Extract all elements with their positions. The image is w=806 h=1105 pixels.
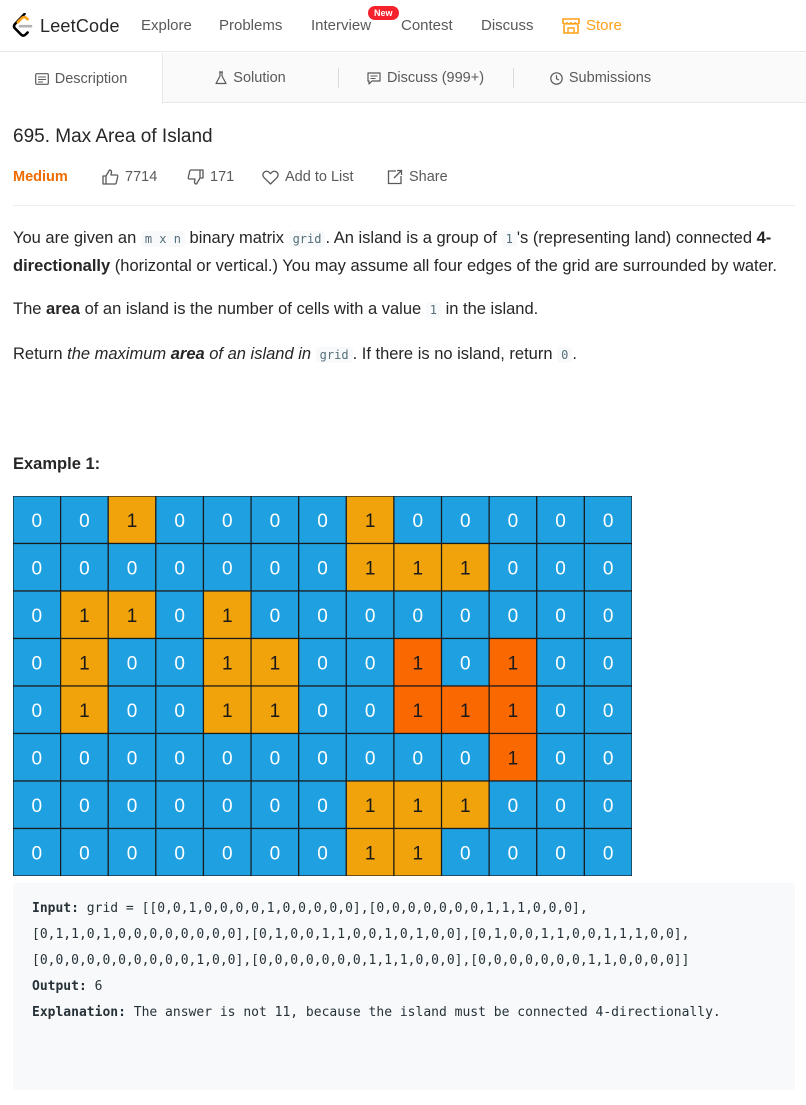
grid-cell-value: 0 [269, 510, 281, 532]
grid-cell-value: 0 [555, 700, 566, 722]
grid-cell-value: 0 [602, 558, 614, 580]
thumbs-down-icon [187, 169, 204, 185]
grid-cell-value: 0 [317, 510, 328, 532]
thumbs-up-icon [102, 169, 119, 185]
grid-cell-value: 0 [31, 510, 43, 532]
clock-icon [550, 72, 563, 85]
store-label: Store [586, 17, 622, 34]
grid-cell-value: 0 [364, 653, 376, 675]
grid-cell-value: 0 [79, 748, 90, 770]
grid-cell-value: 1 [79, 653, 90, 675]
grid-cell-value: 0 [317, 843, 328, 865]
tab-solution-label: Solution [233, 70, 286, 86]
grid-cell-value: 1 [412, 700, 424, 722]
grid-cell-value: 0 [602, 700, 614, 722]
dislike-button[interactable] [187, 167, 234, 187]
grid-cell-value: 0 [221, 558, 233, 580]
grid-cell-value: 0 [460, 748, 471, 770]
inline-code: grid [316, 347, 353, 363]
grid-cell-value: 0 [79, 558, 90, 580]
grid-cell-value: 0 [126, 843, 138, 865]
grid-cell-value: 0 [602, 843, 614, 865]
leetcode-logo-icon [12, 13, 34, 39]
nav-discuss[interactable]: Discuss [481, 17, 534, 34]
bold-text: area [170, 344, 205, 363]
grid-cell-value: 0 [174, 653, 185, 675]
like-count: 7714 [125, 169, 158, 185]
grid-cell-value: 0 [174, 605, 185, 627]
grid-cell-value: 0 [364, 700, 376, 722]
grid-cell-value: 1 [364, 558, 376, 580]
description-paragraph: You are given an m x n binary matrix grid . An island is a group of 1 's (representing land) connected 4-directionally (horizontal or vertical.) You may assume all four edges of the grid are surrounded by water. [13, 229, 777, 275]
grid-cell-value: 0 [79, 795, 90, 817]
grid-cell-value: 1 [460, 795, 471, 817]
grid-cell-value: 1 [221, 700, 233, 722]
grid-cell-value: 0 [555, 795, 566, 817]
nav-contest[interactable]: Contest [401, 17, 453, 34]
grid-cell-value: 0 [31, 653, 43, 675]
bold-text: 4-directionally [13, 229, 772, 275]
grid-cell-value: 0 [31, 605, 43, 627]
grid-cell-value: 0 [602, 795, 614, 817]
grid-cell-value: 0 [555, 748, 566, 770]
grid-cell-value: 0 [174, 795, 185, 817]
grid-cell-value: 1 [364, 510, 376, 532]
tab-description[interactable] [0, 53, 163, 104]
grid-cell-value: 0 [412, 605, 424, 627]
grid-cell-value: 1 [221, 605, 233, 627]
grid-cell-value: 0 [31, 843, 43, 865]
grid-cell-value: 0 [602, 748, 614, 770]
top-nav [0, 0, 806, 52]
tab-submissions[interactable] [513, 53, 688, 103]
grid-cell-value: 0 [555, 653, 566, 675]
tab-discuss[interactable] [338, 53, 513, 103]
solution-icon [215, 71, 227, 85]
inline-code: 1 [502, 231, 517, 247]
grid-cell-value: 0 [555, 843, 566, 865]
island-grid [13, 496, 632, 876]
explanation-label: Explanation: [32, 1005, 126, 1020]
grid-cell-value: 0 [126, 558, 138, 580]
grid-cell-value: 0 [460, 510, 471, 532]
share-label: Share [409, 169, 448, 185]
grid-cell-value: 1 [126, 510, 138, 532]
leetcode-logo[interactable] [12, 13, 120, 39]
output-label: Output: [32, 979, 87, 994]
grid-cell-value: 0 [269, 605, 281, 627]
divider [13, 205, 795, 206]
problem-title: 695. Max Area of Island [13, 126, 213, 147]
grid-cell-value: 0 [126, 653, 138, 675]
share-button[interactable] [387, 167, 448, 187]
bold-text: area [46, 300, 80, 318]
grid-cell-value: 0 [602, 653, 614, 675]
grid-cell-value: 0 [79, 843, 90, 865]
grid-cell-value: 0 [31, 748, 43, 770]
heart-icon [262, 170, 279, 185]
explanation-value: The answer is not 11, because the island must be connected 4-directionally. [125, 1005, 721, 1020]
grid-cell-value: 1 [126, 605, 138, 627]
grid-cell-value: 0 [460, 605, 471, 627]
store-icon [562, 18, 580, 34]
grid-cell-value: 0 [412, 510, 424, 532]
share-icon [387, 169, 403, 185]
grid-cell-value: 0 [412, 748, 424, 770]
problem-meta [13, 167, 793, 187]
grid-cell-value: 0 [364, 605, 376, 627]
nav-problems[interactable]: Problems [219, 17, 283, 34]
grid-cell-value: 0 [31, 700, 43, 722]
grid-cell-value: 1 [507, 748, 519, 770]
grid-cell-value: 0 [602, 510, 614, 532]
grid-cell-value: 1 [460, 700, 471, 722]
grid-cell-value: 1 [269, 653, 281, 675]
grid-cell-value: 0 [460, 843, 471, 865]
tab-solution[interactable] [163, 53, 338, 103]
grid-cell-value: 0 [221, 843, 233, 865]
grid-cell-value: 0 [174, 558, 185, 580]
grid-cell-value: 1 [460, 558, 471, 580]
problem-description [13, 225, 793, 385]
grid-cell-value: 0 [269, 748, 281, 770]
grid-cell-value: 0 [174, 700, 185, 722]
grid-cell-value: 0 [507, 558, 519, 580]
nav-explore[interactable]: Explore [141, 17, 192, 34]
grid-cell-value: 1 [507, 653, 519, 675]
nav-store[interactable] [562, 17, 622, 34]
grid-cell-value: 0 [602, 605, 614, 627]
grid-cell-value: 1 [412, 843, 424, 865]
grid-cell-value: 0 [31, 558, 43, 580]
output-value: 6 [86, 979, 103, 994]
grid-cell-value: 1 [412, 558, 424, 580]
dislike-count: 171 [210, 169, 235, 185]
inline-code: m x n [141, 231, 185, 247]
grid-cell-value: 1 [412, 653, 424, 675]
grid-cell-value: 0 [221, 795, 233, 817]
grid-cell-value: 0 [317, 605, 328, 627]
tab-discuss-label: Discuss (999+) [386, 70, 485, 86]
like-button[interactable] [102, 167, 157, 187]
grid-cell-value: 0 [174, 748, 185, 770]
grid-cell-value: 0 [269, 843, 281, 865]
grid-cell-value: 1 [269, 700, 281, 722]
grid-cell-value: 0 [126, 700, 138, 722]
grid-cell-value: 0 [174, 510, 185, 532]
input-label: Input: [32, 901, 79, 916]
grid-cell-value: 0 [79, 510, 90, 532]
tab-description-label: Description [54, 70, 128, 87]
grid-cell-value: 1 [364, 795, 376, 817]
inline-code: 0 [557, 347, 572, 363]
grid-cell-value: 0 [507, 510, 519, 532]
grid-cell-value: 0 [174, 843, 185, 865]
grid-cell-value: 0 [364, 748, 376, 770]
grid-cell-value: 0 [507, 605, 519, 627]
description-icon [35, 73, 49, 85]
grid-cell-value: 0 [126, 795, 138, 817]
example-heading: Example 1: [13, 455, 101, 473]
discuss-icon [367, 72, 381, 85]
logo-text: LeetCode [40, 15, 120, 36]
grid-cell-value: 1 [507, 700, 519, 722]
grid-cell-value: 0 [317, 748, 328, 770]
grid-cell-value: 1 [79, 605, 90, 627]
grid-cell-value: 0 [460, 653, 471, 675]
grid-cell-value: 0 [221, 510, 233, 532]
inline-code: grid [289, 231, 326, 247]
grid-cell-value: 1 [412, 795, 424, 817]
grid-cell-value: 0 [555, 605, 566, 627]
grid-cell-value: 0 [555, 510, 566, 532]
difficulty-badge: Medium [13, 169, 68, 185]
grid-cell-value: 1 [364, 843, 376, 865]
grid-cell-value: 1 [221, 653, 233, 675]
tab-submissions-label: Submissions [568, 70, 652, 86]
grid-cell-value: 0 [555, 558, 566, 580]
grid-cell-value: 1 [79, 700, 90, 722]
grid-cell-value: 0 [221, 748, 233, 770]
grid-cell-value: 0 [31, 795, 43, 817]
add-to-list-button[interactable] [262, 167, 354, 187]
input-value: grid = [[0,0,1,0,0,0,0,1,0,0,0,0,0],[0,0,0,0,0,0,0,1,1,1,0,0,0],[0,1,1,0,1,0,0,0,0,0,0,0,0],[0,1,0,0,1,1,0,0,1,0,1,0,0],[0,1,0,0,1,1,0,0,1,1,1,0,0],[0,0,0,0,0,0,0,0,0,0,1,0,0],[0,0,0,0,0,0,0,1,1,1,0,0,0],[0,0,0,0,0,0,0,1,1,0,0,0,0]] [32, 901, 690, 968]
problem-tabs [0, 53, 806, 103]
grid-cell-value: 0 [317, 653, 328, 675]
island-grid-figure [13, 496, 632, 881]
grid-cell-value: 0 [507, 795, 519, 817]
grid-cell-value: 0 [126, 748, 138, 770]
grid-cell-value: 0 [317, 700, 328, 722]
grid-cell-value: 0 [507, 843, 519, 865]
add-to-list-label: Add to List [285, 169, 354, 185]
grid-cell-value: 0 [317, 795, 328, 817]
description-paragraph: Return the maximum area of an island in grid . If there is no island, return 0 . [13, 344, 577, 363]
new-badge: New [368, 6, 399, 20]
grid-cell-value: 0 [317, 558, 328, 580]
nav-interview[interactable]: Interview [311, 17, 372, 34]
grid-cell-value: 0 [269, 795, 281, 817]
inline-code: 1 [426, 302, 441, 318]
grid-cell-value: 0 [269, 558, 281, 580]
example-block [13, 883, 795, 1090]
description-paragraph: The area of an island is the number of cells with a value 1 in the island. [13, 300, 539, 318]
